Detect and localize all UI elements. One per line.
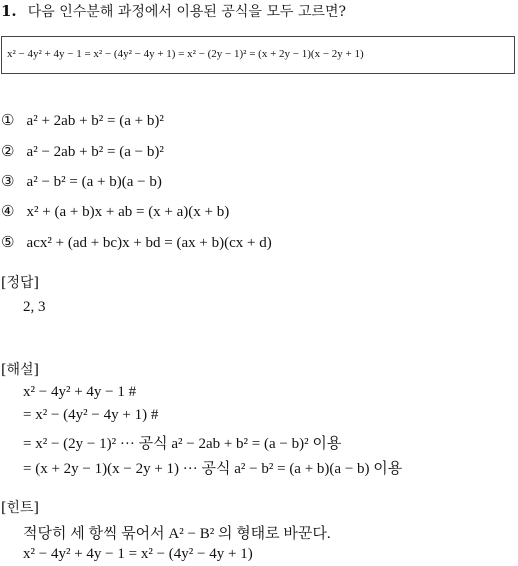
option-mark: ④: [1, 202, 15, 220]
option-5[interactable]: [1, 232, 272, 252]
option-mark: ①: [1, 111, 15, 129]
option-3[interactable]: [1, 171, 162, 191]
answer-value: 2, 3: [23, 299, 46, 315]
option-2[interactable]: [1, 141, 164, 161]
question-header: [1, 1, 346, 21]
explanation-line: = (x + 2y − 1)(x − 2y + 1) ··· 공식 a² − b² = (a + b)(a − b) 이용: [23, 461, 403, 477]
question-text: 다음 인수분해 과정에서 이용된 공식을 모두 고르면?: [27, 4, 346, 20]
option-formula: x² + (a + b)x + ab = (x + a)(x + b): [26, 204, 230, 220]
hint-formula: x² − 4y² + 4y − 1 = x² − (4y² − 4y + 1): [23, 546, 253, 562]
formula-box: [1, 36, 515, 74]
question-number: 1.: [1, 2, 17, 20]
option-1[interactable]: [1, 110, 164, 130]
formula-box-expr: x² − 4y² + 4y − 1 = x² − (4y² − 4y + 1) = x² − (2y − 1)² = (x + 2y − 1)(x − 2y + 1): [7, 48, 364, 60]
explanation-label: [해설]: [1, 362, 39, 378]
option-4[interactable]: [1, 201, 229, 221]
option-mark: ②: [1, 142, 15, 160]
option-formula: a² + 2ab + b² = (a + b)²: [26, 113, 164, 129]
option-formula: a² − 2ab + b² = (a − b)²: [26, 144, 164, 160]
option-mark: ⑤: [1, 233, 15, 251]
option-mark: ③: [1, 172, 15, 190]
explanation-line: = x² − (2y − 1)² ··· 공식 a² − 2ab + b² = (a − b)² 이용: [23, 436, 342, 452]
explanation-line: = x² − (4y² − 4y + 1) #: [23, 407, 159, 423]
option-formula: a² − b² = (a + b)(a − b): [26, 174, 162, 190]
answer-label: [정답]: [1, 275, 39, 291]
hint-text: 적당히 세 항씩 묶어서 A² − B² 의 형태로 바꾼다.: [23, 526, 331, 542]
option-formula: acx² + (ad + bc)x + bd = (ax + b)(cx + d): [26, 235, 272, 251]
explanation-line: x² − 4y² + 4y − 1 #: [23, 384, 137, 400]
hint-label: [힌트]: [1, 500, 39, 516]
